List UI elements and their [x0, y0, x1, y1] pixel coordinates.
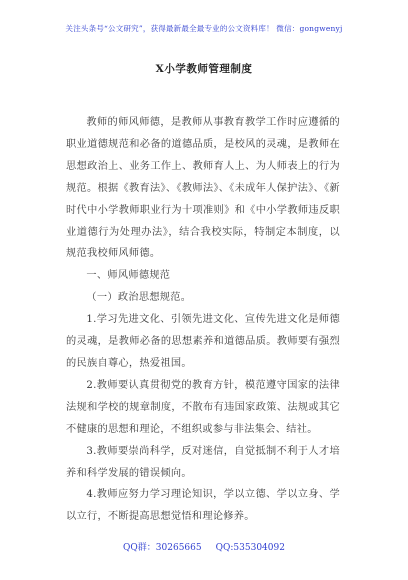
qq-group-text: QQ群：30265665	[123, 543, 202, 553]
document-title: X小学教师管理制度	[155, 63, 253, 75]
intro-paragraph: 教师的师风师德，是教师从事教育教学工作时应遵循的职业道德规范和必备的道德品质，是校风的灵魂，是教师在思想政治上、业务工作上、教师育人上、为人师表上的行为规范。根据《教育法》、《教师法》、《未成年人保护法》、《新时代中小学教师职业行为十项准则》和《中小学教师违反职业道德行为处理办法》，结合我校实际，特制定本制度，以规范我校师风师德。	[66, 117, 340, 260]
contact-footer	[0, 540, 408, 553]
rule-item-4: 4.教师应努力学习理论知识，学以立德、学以立身、学以立行，不断提高思想觉悟和理论修养。	[66, 489, 340, 523]
rule-item-1: 1.学习先进文化、引领先进文化、宣传先进文化是师德的灵魂，是教师必备的思想素养和道德品质。教师要有强烈的民族自尊心，热爱祖国。	[66, 314, 340, 369]
rule-item-3: 3.教师要崇尚科学，反对迷信，自觉抵制不利于人才培养和科学发展的错误倾向。	[66, 445, 340, 479]
section-heading: 一、师风师德规范	[86, 270, 171, 282]
document-body	[66, 112, 340, 528]
subsection-heading: （一）政治思想规范。	[86, 292, 192, 304]
top-banner: 关注头条号“公文研究”，获得最新最全最专业的公文资料库！ 微信：gongwenyj	[65, 24, 343, 33]
rule-item-2: 2.教师要认真贯彻党的教育方针，模范遵守国家的法律法规和学校的规章制度，不散布有违国家政策、法规或其它不健康的思想和理论，不组织或参与非法集会、结社。	[66, 379, 340, 435]
qq-number-text: QQ:535304092	[215, 543, 285, 553]
